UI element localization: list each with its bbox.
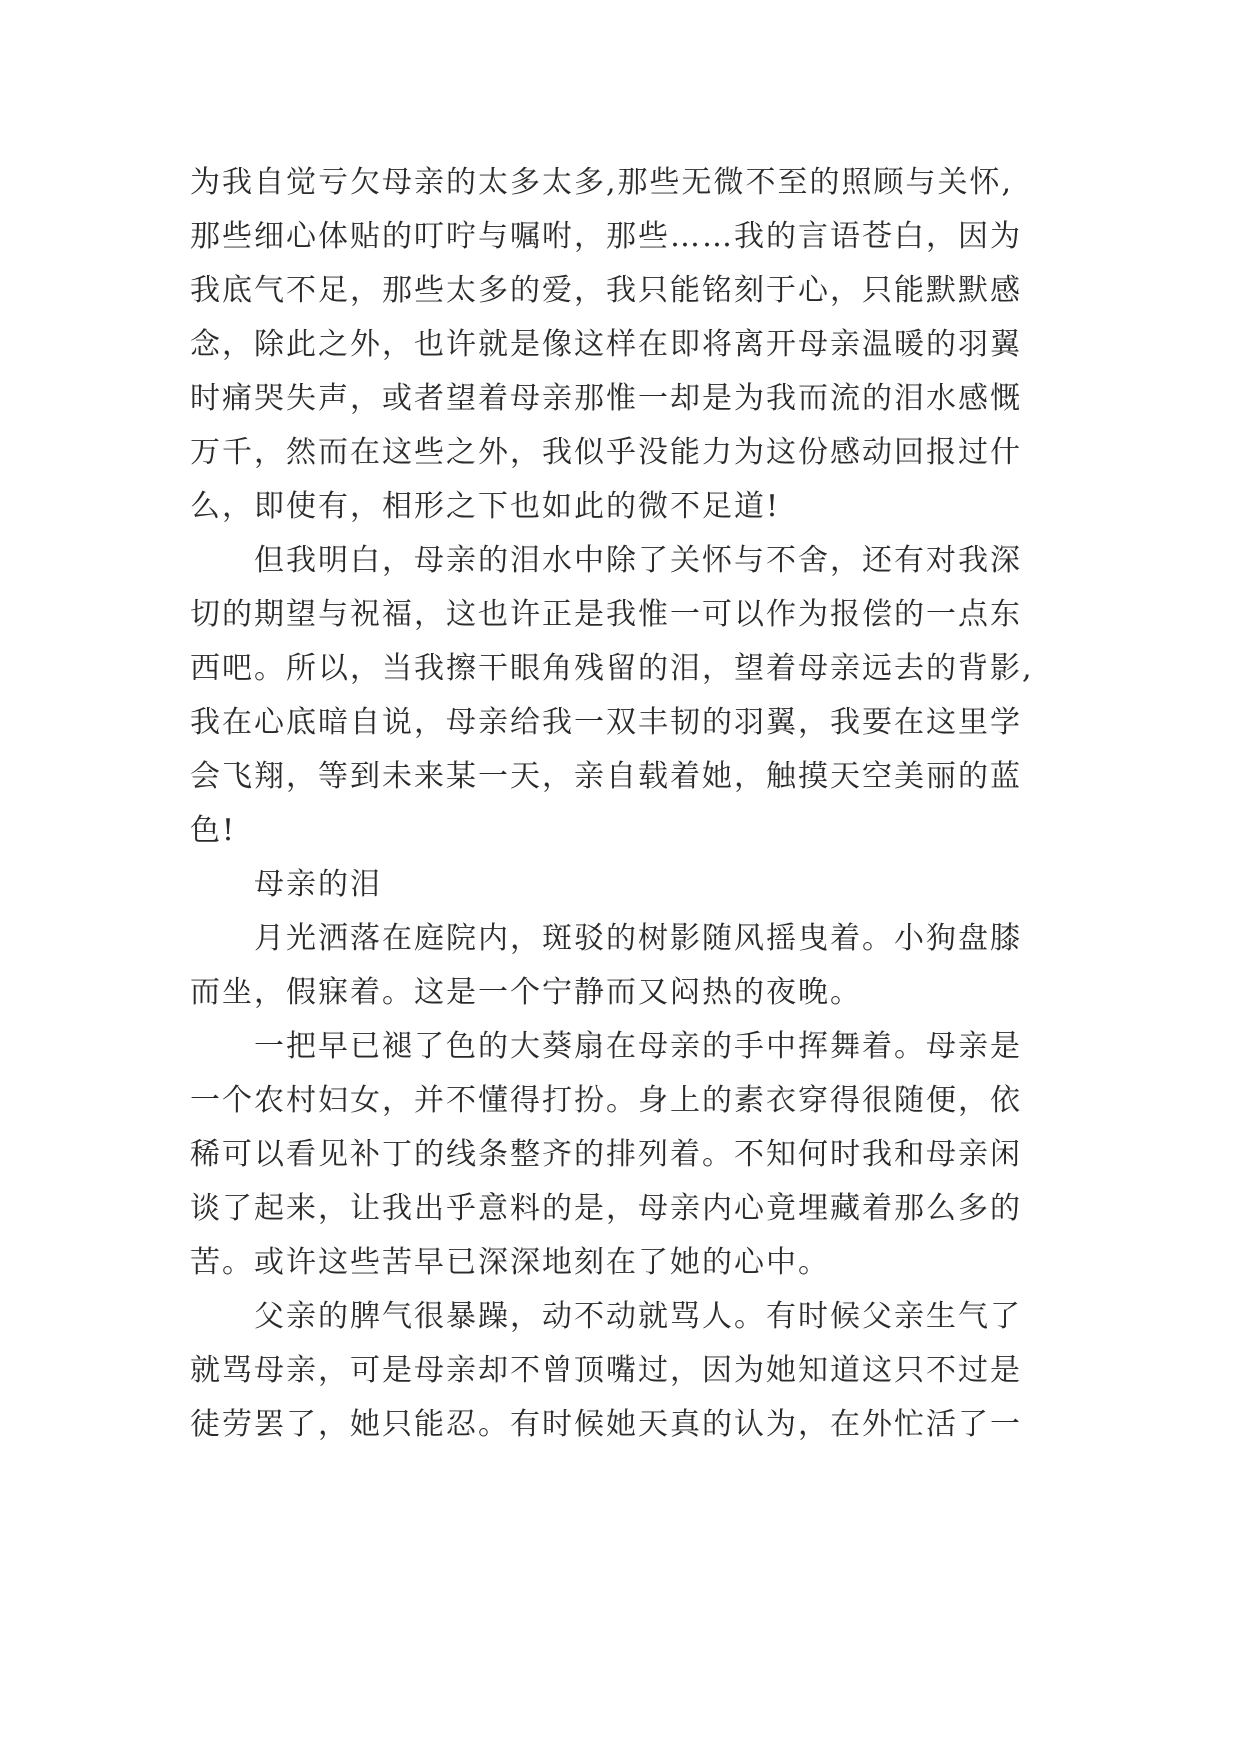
text-line: 而坐，假寐着。这是一个宁静而又闷热的夜晚。: [190, 975, 862, 1010]
paragraph-2: [190, 534, 1060, 858]
paragraph-1: [190, 156, 1060, 534]
text-line: 万千，然而在这些之外，我似乎没能力为这份感动回报过什: [190, 435, 1022, 470]
text-line: 我底气不足，那些太多的爱，我只能铭刻于心，只能默默感: [190, 273, 1022, 308]
text-line: 一个农村妇女，并不懂得打扮。身上的素衣穿得很随便，依: [190, 1083, 1022, 1118]
text-line: 但我明白，母亲的泪水中除了关怀与不舍，还有对我深: [254, 543, 1022, 578]
text-line: 我在心底暗自说，母亲给我一双丰韧的羽翼，我要在这里学: [190, 705, 1022, 740]
section-heading: [190, 858, 1060, 912]
text-line: 苦。或许这些苦早已深深地刻在了她的心中。: [190, 1245, 830, 1280]
text-line: 稀可以看见补丁的线条整齐的排列着。不知何时我和母亲闲: [190, 1137, 1022, 1172]
text-line: 徒劳罢了，她只能忍。有时候她天真的认为，在外忙活了一: [190, 1407, 1022, 1442]
text-line: 西吧。所以，当我擦干眼角残留的泪，望着母亲远去的背影,: [190, 651, 1034, 686]
document-body: [190, 156, 1060, 1452]
heading-line: 母亲的泪: [254, 867, 382, 902]
text-line: 月光洒落在庭院内，斑驳的树影随风摇曳着。小狗盘膝: [254, 921, 1022, 956]
text-line: 会飞翔，等到未来某一天，亲自载着她，触摸天空美丽的蓝: [190, 759, 1022, 794]
text-line: 谈了起来，让我出乎意料的是，母亲内心竟埋藏着那么多的: [190, 1191, 1022, 1226]
text-line: 念，除此之外，也许就是像这样在即将离开母亲温暖的羽翼: [190, 327, 1022, 362]
text-line: 时痛哭失声，或者望着母亲那惟一却是为我而流的泪水感慨: [190, 381, 1022, 416]
paragraph-3: [190, 912, 1060, 1020]
text-line: 父亲的脾气很暴躁，动不动就骂人。有时候父亲生气了: [254, 1299, 1022, 1334]
text-line: 切的期望与祝福，这也许正是我惟一可以作为报偿的一点东: [190, 597, 1022, 632]
paragraph-4: [190, 1020, 1060, 1290]
text-line: 色!: [190, 813, 237, 848]
text-line: 为我自觉亏欠母亲的太多太多,那些无微不至的照顾与关怀,: [190, 165, 1014, 200]
text-line: 就骂母亲，可是母亲却不曾顶嘴过，因为她知道这只不过是: [190, 1353, 1022, 1388]
text-line: 么，即使有，相形之下也如此的微不足道!: [190, 489, 781, 524]
text-line: 那些细心体贴的叮咛与嘱咐，那些……我的言语苍白，因为: [190, 219, 1022, 254]
paragraph-5: [190, 1290, 1060, 1452]
text-line: 一把早已褪了色的大葵扇在母亲的手中挥舞着。母亲是: [254, 1029, 1022, 1064]
